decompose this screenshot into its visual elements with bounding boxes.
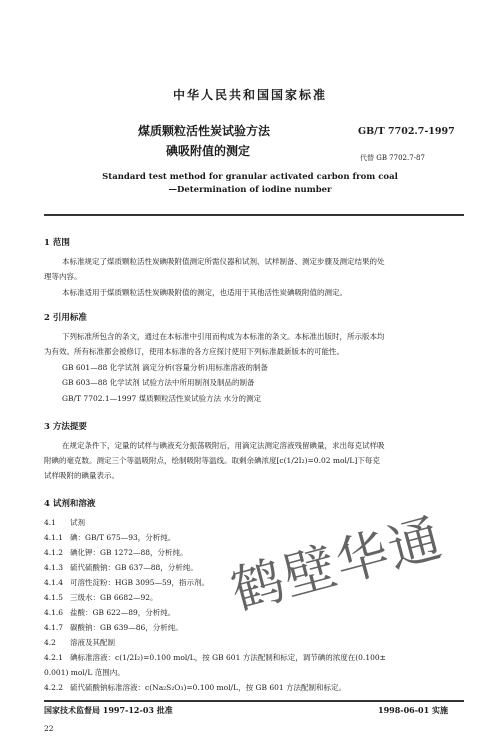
list-item — [44, 682, 346, 693]
list-item — [44, 547, 188, 558]
paragraph-line: 本标准适用于煤质颗粒活性炭碘吸附值的测定，也适用于其他活性炭碘吸附值的测定。 — [62, 288, 347, 297]
list-item — [44, 667, 125, 678]
watermark: 鹤壁华通 — [225, 508, 450, 623]
item-text: 碘标准溶液：c(1/2I₂)=0.100 mol/L，按 GB 601 方法配制和标定，调节碘的浓度在(0.100± — [70, 653, 386, 662]
item-number: 4.1.5 — [44, 593, 64, 602]
item-number: 4.2 — [44, 638, 56, 647]
page-number: 22 — [44, 724, 54, 733]
item-text: 碘化钾：GB 1272—88，分析纯。 — [70, 548, 188, 557]
list-item — [44, 517, 85, 528]
item-number: 4.1.6 — [44, 608, 64, 617]
list-item — [44, 592, 158, 603]
national-standard-heading: 中华人民共和国国家标准 — [172, 88, 327, 102]
list-item — [44, 532, 175, 543]
item-number: 4.1.2 — [44, 548, 64, 557]
item-number: 4.1.1 — [44, 533, 64, 542]
item-number: 4.2.1 — [44, 653, 64, 662]
approval-date: 国家技术监督局 1997-12-03 批准 — [44, 705, 173, 715]
item-text: 0.001) mol/L 范围内。 — [44, 668, 125, 677]
paragraph-line: 下列标准所包含的条文，通过在本标准中引用而构成为本标准的条文。本标准出版时，所示版本均 — [62, 332, 385, 341]
reference-line: GB/T 7702.1—1997 煤质颗粒活性炭试验方法 水分的测定 — [62, 394, 262, 403]
item-text: 盐酸：GB 622—89，分析纯。 — [70, 608, 176, 617]
item-text: 试剂 — [70, 518, 85, 527]
footer-rule — [44, 700, 464, 702]
list-item — [44, 652, 386, 663]
list-item — [44, 637, 115, 648]
section-heading: 4 试剂和溶液 — [44, 499, 96, 509]
item-text: 碘：GB/T 675—93，分析纯。 — [70, 533, 176, 542]
list-item — [44, 577, 209, 588]
paragraph-line: 在规定条件下，定量的试样与碘液充分振荡吸附后，用滴定法测定溶液残留碘量，求出每克试样吸 — [62, 441, 385, 450]
title-en-line2: —Determination of iodine number — [168, 185, 332, 195]
title-en-line1: Standard test method for granular activated carbon from coal — [102, 172, 398, 182]
header-rule — [44, 214, 464, 216]
list-item — [44, 607, 175, 618]
title-cn-line1: 煤质颗粒活性炭试验方法 — [138, 124, 271, 138]
replaces-note: 代替 GB 7702.7-87 — [360, 154, 425, 162]
title-cn-line2: 碘吸附值的测定 — [166, 144, 251, 158]
section-heading: 3 方法提要 — [44, 422, 87, 432]
item-number: 4.1 — [44, 518, 56, 527]
paragraph-line: 为有效。所有标准都会被修订，使用本标准的各方应探讨使用下列标准最新版本的可能性。 — [44, 347, 344, 356]
reference-line: GB 601—88 化学试剂 滴定分析(容量分析)用标准溶液的制备 — [62, 363, 268, 372]
item-number: 4.2.2 — [44, 683, 64, 692]
list-item — [44, 622, 183, 633]
implementation-date: 1998-06-01 实施 — [378, 705, 448, 715]
item-text: 可溶性淀粉：HGB 3095—59，指示剂。 — [70, 578, 210, 587]
list-item — [44, 562, 198, 573]
item-text: 三级水：GB 6682—92。 — [70, 593, 158, 602]
paragraph-line: 理等内容。 — [44, 272, 82, 281]
paragraph-line: 附碘的毫克数。测定三个等温吸附点，绘制吸附等温线。取剩余碘浓度[c(1/2I₂)=0.02 mol/L]下每克 — [44, 456, 380, 465]
item-text: 碳酸钠：GB 639—86，分析纯。 — [70, 623, 183, 632]
paragraph-line: 本标准规定了煤质颗粒活性炭碘吸附值测定所需仪器和试剂、试样制备、测定步骤及测定结果的处 — [62, 257, 385, 266]
reference-line: GB 603—88 化学试剂 试验方法中所用制剂及制品的制备 — [62, 378, 255, 387]
section-heading: 1 范围 — [44, 238, 70, 248]
item-text: 硫代硫酸钠标准溶液：c(Na₂S₂O₃)=0.100 mol/L，按 GB 601 方法配制和标定。 — [70, 683, 347, 692]
item-number: 4.1.3 — [44, 563, 64, 572]
item-number: 4.1.4 — [44, 578, 64, 587]
item-number: 4.1.7 — [44, 623, 64, 632]
item-text: 硫代硫酸钠：GB 637—88，分析纯。 — [70, 563, 198, 572]
section-heading: 2 引用标准 — [44, 313, 87, 323]
item-text: 溶液及其配制 — [70, 638, 115, 647]
paragraph-line: 试样吸附的碘量表示。 — [44, 471, 119, 480]
standard-code: GB/T 7702.7-1997 — [358, 126, 455, 137]
